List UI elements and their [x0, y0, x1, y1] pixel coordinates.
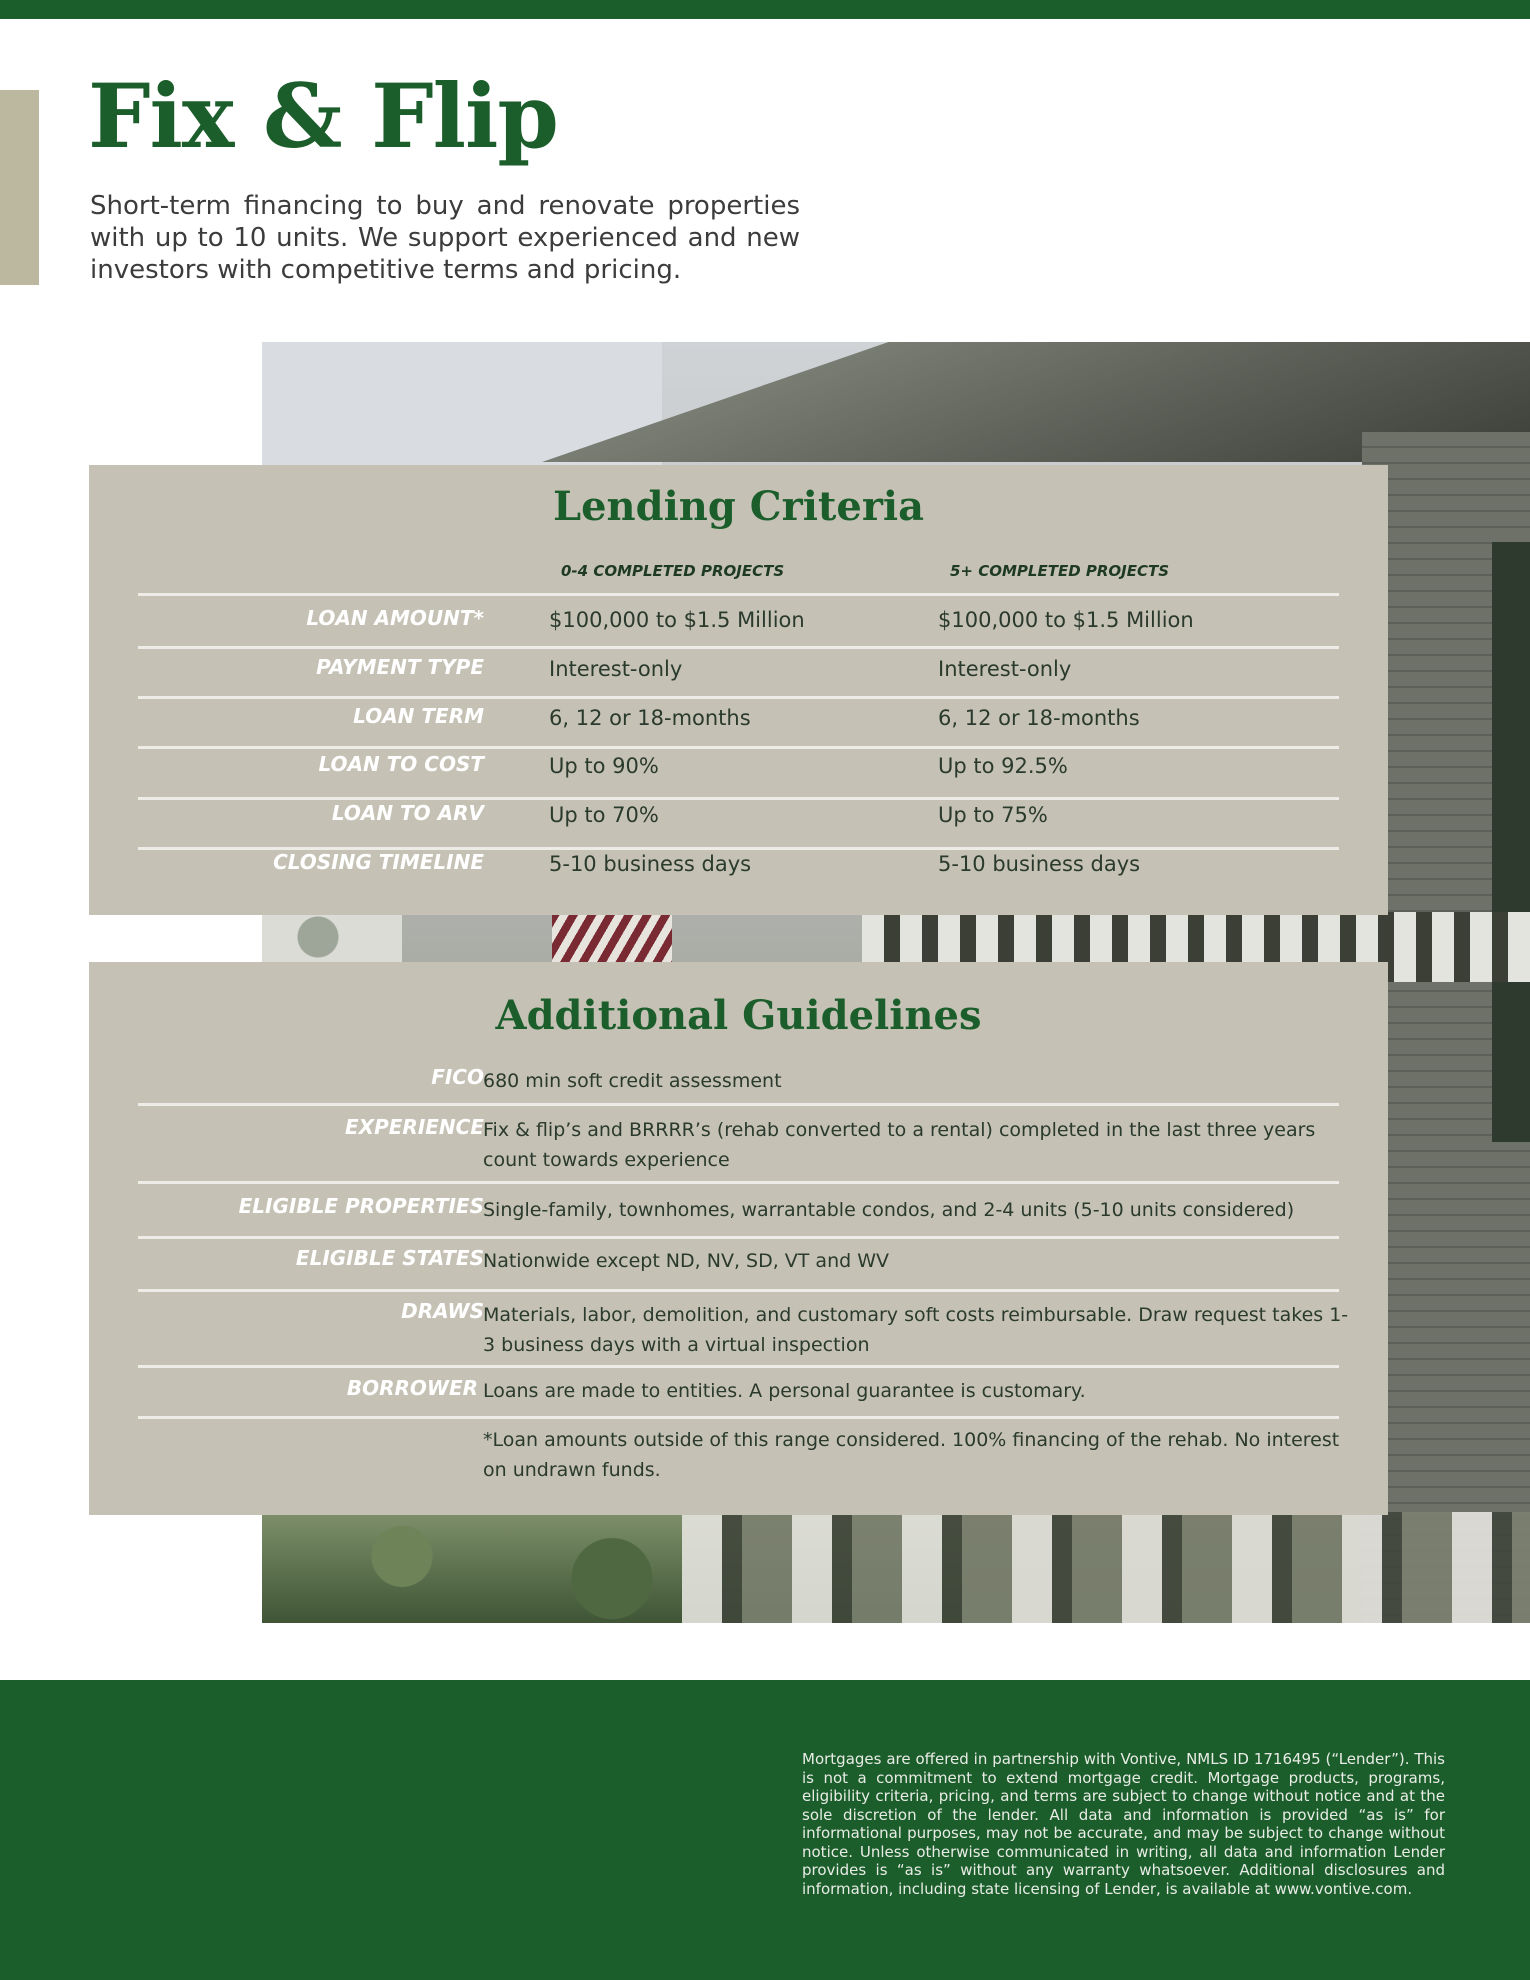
photo-columns	[682, 1512, 1530, 1623]
divider	[138, 1103, 1339, 1106]
divider	[138, 1416, 1339, 1419]
divider	[138, 1365, 1339, 1368]
footer	[0, 1680, 1530, 1980]
divider	[138, 1236, 1339, 1239]
divider	[138, 646, 1339, 649]
guideline-label: EXPERIENCE	[345, 1115, 484, 1139]
criteria-value-b: Up to 75%	[938, 803, 1048, 827]
footnote-text: *Loan amounts outside of this range considered. 100% financing of the rehab. No interest on undrawn funds.	[483, 1429, 1340, 1481]
criteria-label: LOAN TO COST	[318, 752, 484, 776]
additional-guidelines-title: Additional Guidelines	[495, 992, 982, 1039]
criteria-label: LOAN TO ARV	[331, 801, 484, 825]
criteria-value-b: Up to 92.5%	[938, 754, 1068, 778]
guideline-label: BORROWER	[346, 1376, 478, 1400]
additional-guidelines-panel	[89, 962, 1388, 1515]
criteria-value-a: Up to 90%	[549, 754, 659, 778]
guideline-value: Materials, labor, demolition, and customary soft costs reimbursable. Draw request takes 1-3 business days with a virtual inspection	[483, 1304, 1349, 1356]
guideline-value: Loans are made to entities. A personal guarantee is customary.	[483, 1380, 1086, 1402]
criteria-value-a: Up to 70%	[549, 803, 659, 827]
criteria-value-a: 6, 12 or 18-months	[549, 706, 751, 730]
guideline-value: 680 min soft credit assessment	[483, 1070, 782, 1092]
guideline-label: ELIGIBLE PROPERTIES	[238, 1194, 484, 1218]
page-title: Fix & Flip	[88, 64, 558, 168]
criteria-label: LOAN AMOUNT*	[306, 606, 484, 630]
divider	[138, 1181, 1339, 1184]
divider	[138, 1289, 1339, 1292]
criteria-value-b: $100,000 to $1.5 Million	[938, 608, 1194, 632]
guideline-label: ELIGIBLE STATES	[295, 1246, 484, 1270]
criteria-value-b: Interest-only	[938, 657, 1072, 681]
photo-flag	[552, 912, 672, 962]
divider	[138, 696, 1339, 699]
lending-criteria-title: Lending Criteria	[552, 483, 924, 530]
accent-bar	[0, 90, 39, 285]
criteria-value-a: 5-10 business days	[549, 852, 752, 876]
criteria-value-b: 6, 12 or 18-months	[938, 706, 1140, 730]
column-header-0-4: 0-4 COMPLETED PROJECTS	[561, 562, 785, 580]
column-header-5-plus: 5+ COMPLETED PROJECTS	[950, 562, 1170, 580]
intro-text: Short-term financing to buy and renovate properties with up to 10 units. We support experienced and new investors with competitive terms and pricing.	[90, 191, 800, 285]
guideline-value: Single-family, townhomes, warrantable condos, and 2-4 units (5-10 units considered)	[483, 1199, 1295, 1221]
criteria-label: PAYMENT TYPE	[316, 655, 484, 679]
top-bar	[0, 0, 1530, 19]
guideline-value: Fix & flip’s and BRRRR’s (rehab converted to a rental) completed in the last three years count towards experience	[483, 1119, 1316, 1171]
criteria-value-a: $100,000 to $1.5 Million	[549, 608, 805, 632]
guideline-value: Nationwide except ND, NV, SD, VT and WV	[483, 1250, 890, 1272]
criteria-label: LOAN TERM	[353, 704, 484, 728]
guideline-label: DRAWS	[401, 1299, 484, 1323]
divider	[138, 593, 1339, 596]
lending-criteria-panel	[89, 465, 1388, 915]
criteria-label: CLOSING TIMELINE	[273, 850, 484, 874]
photo-trees-left	[262, 912, 402, 962]
criteria-value-a: Interest-only	[549, 657, 683, 681]
legal-disclaimer: Mortgages are offered in partnership with Vontive, NMLS ID 1716495 (“Lender”). This is not a commitment to extend mortgage credit. Mortgage products, programs, eligibility criteria, pricing, and terms are subject to change without notice and at the sole discretion of the lender. All data and information is provided “as is” for informational purposes, may not be accurate, and may be subject to change without notice. Unless otherwise communicated in writing, all data and information Lender provides is “as is” without any warranty whatsoever. Additional disclosures and information, including state licensing of Lender, is available at www.vontive.com.	[802, 1750, 1445, 1898]
divider	[138, 746, 1339, 749]
criteria-value-b: 5-10 business days	[938, 852, 1141, 876]
divider	[138, 797, 1339, 800]
guideline-label: FICO	[431, 1065, 484, 1089]
photo-window	[1492, 542, 1530, 1142]
